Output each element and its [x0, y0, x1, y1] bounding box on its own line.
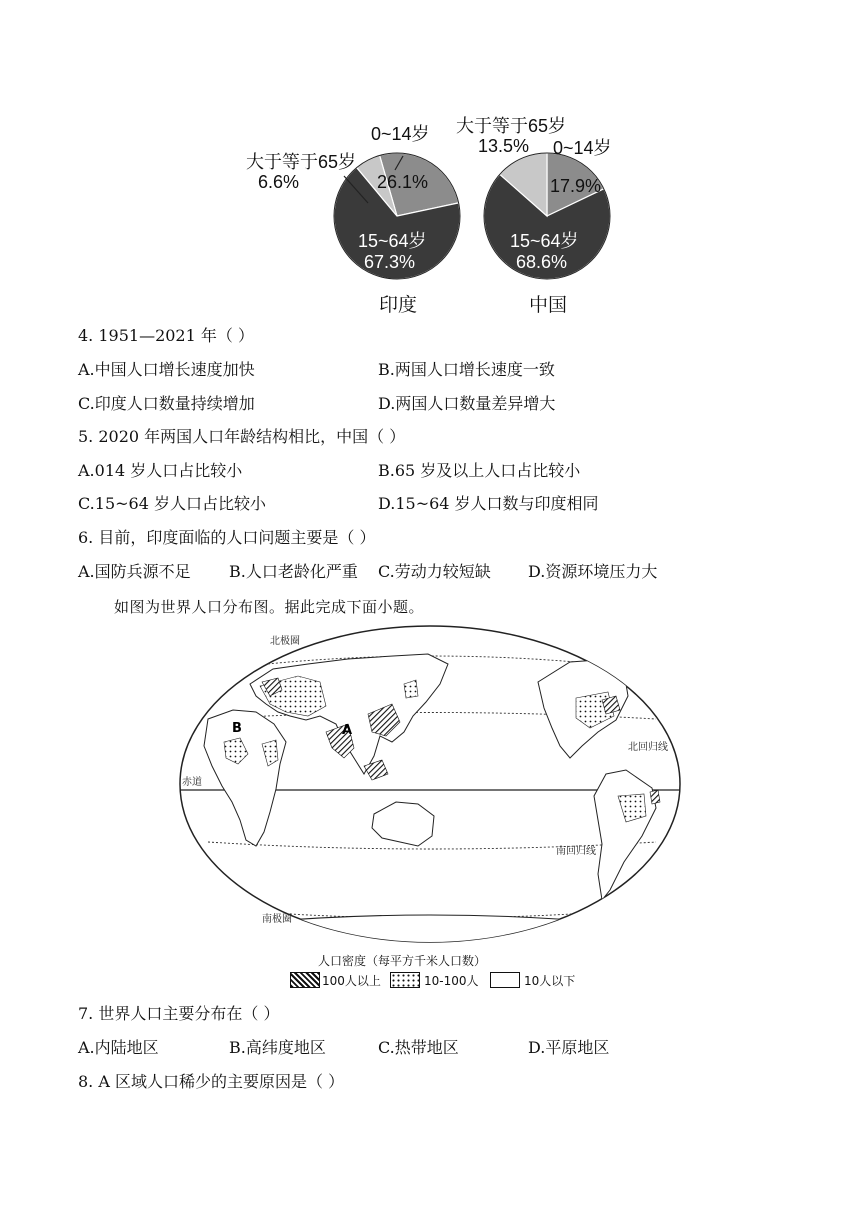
question-5-option-d[interactable]: D.15~64 岁人口数与印度相同: [378, 494, 599, 513]
legend-low-swatch: [490, 972, 520, 988]
arctic-circle-label: 北极圈: [270, 636, 300, 647]
china-pie-title: 中国: [529, 294, 568, 316]
china-working-label: 15~64岁: [510, 231, 579, 251]
india-young-value: 26.1%: [377, 172, 429, 192]
legend-low-label: 10人以下: [524, 974, 576, 988]
antarctic-circle-label: 南极圈: [262, 914, 292, 925]
pie-chart-figure: [240, 100, 680, 315]
question-8-stem: 8. A 区域人口稀少的主要原因是（ ）: [78, 1072, 345, 1091]
india-old-label: 大于等于65岁: [246, 152, 357, 172]
legend-title: 人口密度（每平方千米人口数）: [318, 954, 487, 968]
question-4-option-b[interactable]: B.两国人口增长速度一致: [378, 360, 555, 379]
legend-mid-label: 10-100人: [424, 974, 479, 988]
question-6-option-b[interactable]: B.人口老龄化严重: [229, 562, 358, 581]
question-5-option-c[interactable]: C.15~64 岁人口占比较小: [78, 494, 266, 513]
india-working-label: 15~64岁: [358, 231, 427, 251]
question-7-option-a[interactable]: A.内陆地区: [78, 1038, 159, 1057]
world-population-map: [178, 624, 682, 992]
question-7-stem: 7. 世界人口主要分布在（ ）: [78, 1004, 280, 1023]
equator-label: 赤道: [182, 777, 202, 788]
question-6-stem: 6. 目前，印度面临的人口问题主要是（ ）: [78, 528, 376, 547]
question-7-option-b[interactable]: B.高纬度地区: [229, 1038, 326, 1057]
tropic-of-cancer-label: 北回归线: [628, 742, 668, 753]
region-a-label: A: [342, 723, 353, 738]
section-intro: 如图为世界人口分布图。据此完成下面小题。: [114, 598, 425, 616]
question-5-stem: 5. 2020 年两国人口年龄结构相比，中国（ ）: [78, 427, 406, 446]
question-7-option-d[interactable]: D.平原地区: [528, 1038, 610, 1057]
question-6-option-d[interactable]: D.资源环境压力大: [528, 562, 658, 581]
india-working-value: 67.3%: [364, 252, 416, 272]
question-4-option-d[interactable]: D.两国人口数量差异增大: [378, 394, 556, 413]
region-b-label: B: [232, 721, 242, 736]
question-4-stem: 4. 1951—2021 年（ ）: [78, 326, 254, 345]
density-high-south-america: [650, 790, 660, 804]
question-5-option-a[interactable]: A.014 岁人口占比较小: [78, 461, 243, 480]
question-5-option-b[interactable]: B.65 岁及以上人口占比较小: [378, 461, 581, 480]
legend-high-swatch: [290, 972, 320, 988]
india-old-value: 6.6%: [258, 172, 300, 192]
world-map-svg: [178, 624, 682, 992]
question-7-option-c[interactable]: C.热带地区: [378, 1038, 459, 1057]
tropic-of-capricorn-label: 南回归线: [556, 846, 596, 857]
china-working-value: 68.6%: [516, 252, 568, 272]
china-old-value: 13.5%: [478, 136, 530, 156]
question-6-option-c[interactable]: C.劳动力较短缺: [378, 562, 491, 581]
legend-mid-swatch: [390, 972, 420, 988]
china-old-label: 大于等于65岁: [456, 116, 567, 136]
question-4-option-c[interactable]: C.印度人口数量持续增加: [78, 394, 255, 413]
china-young-value: 17.9%: [550, 176, 602, 196]
india-young-label: 0~14岁: [371, 124, 430, 144]
legend-high-label: 100人以上: [322, 974, 381, 988]
china-young-label: 0~14岁: [553, 138, 612, 158]
india-pie-title: 印度: [379, 294, 418, 316]
question-6-option-a[interactable]: A.国防兵源不足: [78, 562, 191, 581]
question-4-option-a[interactable]: A.中国人口增长速度加快: [78, 360, 255, 379]
